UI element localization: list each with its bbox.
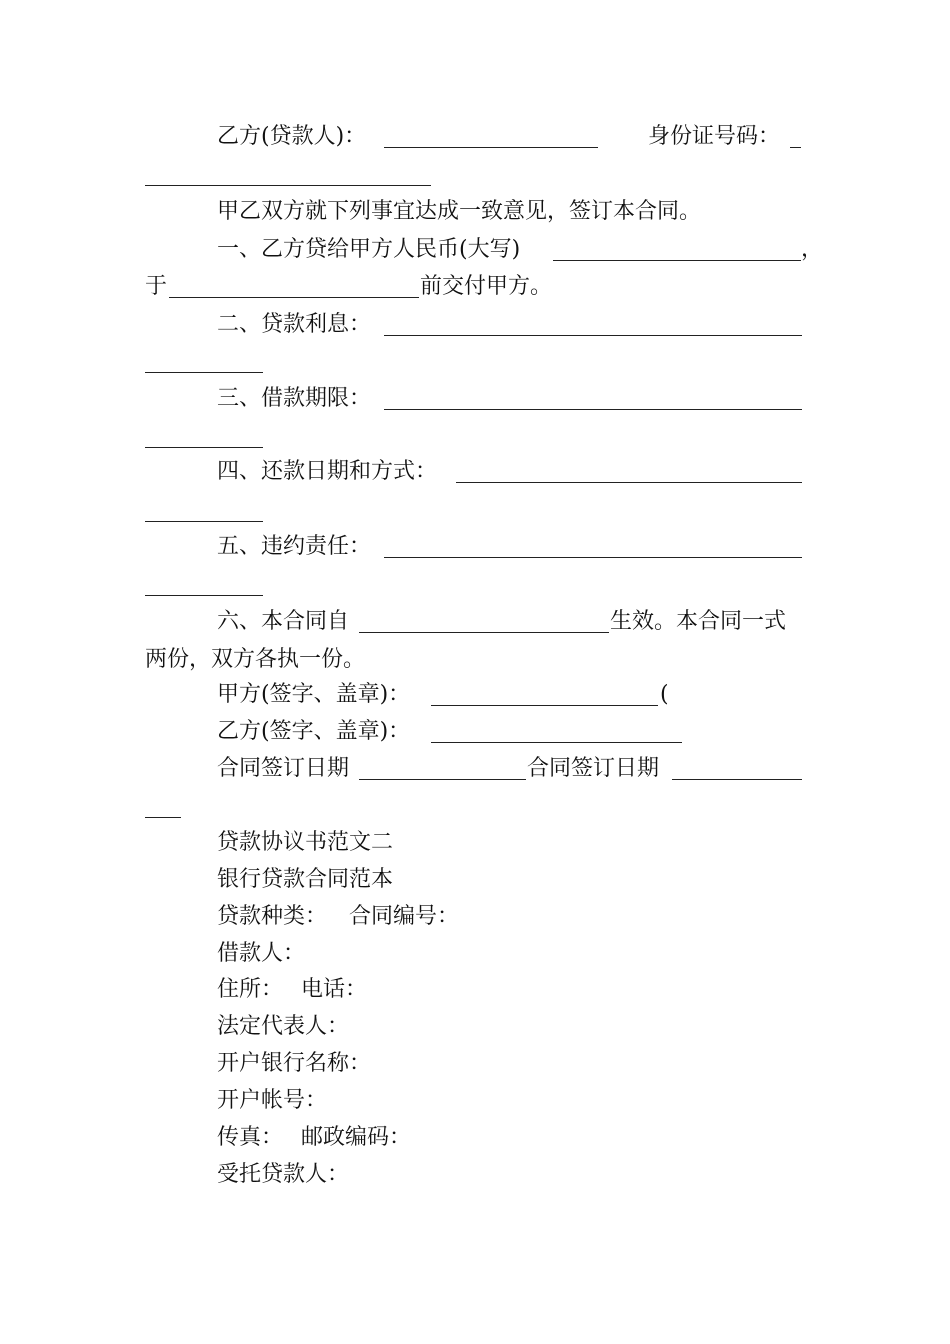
legal-rep-label: 法定代表人：: [217, 1014, 350, 1039]
trustee-lender-label: 受托贷款人：: [217, 1162, 350, 1187]
id-number-blank: [145, 185, 431, 186]
borrower-label: 借款人：: [217, 941, 306, 966]
party-b-sign-blank: [431, 742, 682, 743]
repayment-blank: [456, 482, 802, 483]
clause-5-label: 五、违约责任：: [217, 534, 372, 559]
clause-1-line-2: [0, 268, 950, 306]
bank-name-line: [0, 1045, 950, 1083]
interest-blank-continued: [145, 372, 263, 373]
sample-title: 贷款协议书范文二: [217, 830, 394, 855]
postcode-label: 邮政编码：: [301, 1125, 412, 1150]
clause-4-line: [0, 453, 950, 491]
fax-label: 传真：: [217, 1125, 284, 1150]
account-no-line: [0, 1082, 950, 1120]
clause-2-continuation: [0, 343, 950, 381]
effective-date-blank: [359, 632, 609, 633]
address-line: [0, 971, 950, 1009]
contract-no-label: 合同编号：: [349, 904, 460, 929]
party-b-sign-line: [0, 713, 950, 751]
sign-date-blank-continued: [145, 817, 181, 818]
account-no-label: 开户帐号：: [217, 1088, 328, 1113]
sign-date-blank-2: [672, 779, 802, 780]
bank-name-label: 开户银行名称：: [217, 1051, 372, 1076]
clause-1-line2-prefix: 于: [145, 274, 168, 299]
sample-title-line: [0, 824, 950, 862]
clause-5-line: [0, 528, 950, 566]
agreement-intro: 甲乙双方就下列事宜达成一致意见，签订本合同。: [217, 199, 702, 224]
clause-5-continuation: [0, 566, 950, 604]
clause-6-prefix: 六、本合同自: [217, 609, 350, 634]
fax-line: [0, 1119, 950, 1157]
party-b-borrower-label: 乙方(贷款人)：: [217, 124, 367, 149]
liability-blank: [384, 557, 802, 558]
loan-type-line: [0, 898, 950, 936]
party-a-sign-line: [0, 676, 950, 714]
trustee-lender-line: [0, 1156, 950, 1194]
clause-4-label: 四、还款日期和方式：: [217, 459, 438, 484]
party-a-sign-label: 甲方(签字、盖章)：: [217, 682, 411, 707]
repayment-blank-continued: [145, 521, 263, 522]
party-b-line: [0, 118, 950, 156]
clause-1-line: [0, 231, 950, 269]
clause-3-label: 三、借款期限：: [217, 386, 372, 411]
clause-1-comma: ，: [801, 237, 824, 262]
clause-6-line-2: [0, 641, 950, 679]
loan-type-label: 贷款种类：: [217, 904, 328, 929]
clause-1-text: 一、乙方贷给甲方人民币(大写): [217, 237, 521, 262]
clause-6-line2: 两份，双方各执一份。: [145, 647, 366, 672]
agreement-intro-line: [0, 193, 950, 231]
clause-4-continuation: [0, 492, 950, 530]
sign-date-continuation: [0, 788, 950, 826]
clause-6-suffix: 生效。本合同一式: [610, 609, 787, 634]
term-blank: [384, 409, 802, 410]
clause-6-line: [0, 603, 950, 641]
loan-amount-blank: [553, 260, 801, 261]
phone-label: 电话：: [301, 977, 368, 1002]
party-b-name-blank: [384, 147, 598, 148]
legal-rep-line: [0, 1008, 950, 1046]
clause-3-line: [0, 380, 950, 418]
party-a-sign-paren: (: [660, 682, 669, 707]
term-blank-continued: [145, 447, 263, 448]
clause-3-continuation: [0, 418, 950, 456]
borrower-line: [0, 935, 950, 973]
sign-date-blank-1: [359, 779, 526, 780]
sign-date-line: [0, 750, 950, 788]
party-b-sign-label: 乙方(签字、盖章)：: [217, 719, 411, 744]
clause-1-line2-suffix: 前交付甲方。: [420, 274, 553, 299]
clause-2-line: [0, 306, 950, 344]
sample-subtitle: 银行贷款合同范本: [217, 867, 394, 892]
sample-subtitle-line: [0, 861, 950, 899]
id-number-label: 身份证号码：: [648, 124, 781, 149]
address-label: 住所：: [217, 977, 284, 1002]
clause-2-label: 二、贷款利息：: [217, 312, 372, 337]
party-a-sign-blank: [431, 705, 658, 706]
sign-date-label-1: 合同签订日期: [217, 756, 350, 781]
sign-date-label-2: 合同签订日期: [527, 756, 660, 781]
delivery-date-blank: [169, 297, 419, 298]
id-number-continuation-line: [0, 156, 950, 194]
liability-blank-continued: [145, 595, 263, 596]
interest-blank: [384, 335, 802, 336]
id-number-blank-start: [790, 147, 801, 148]
